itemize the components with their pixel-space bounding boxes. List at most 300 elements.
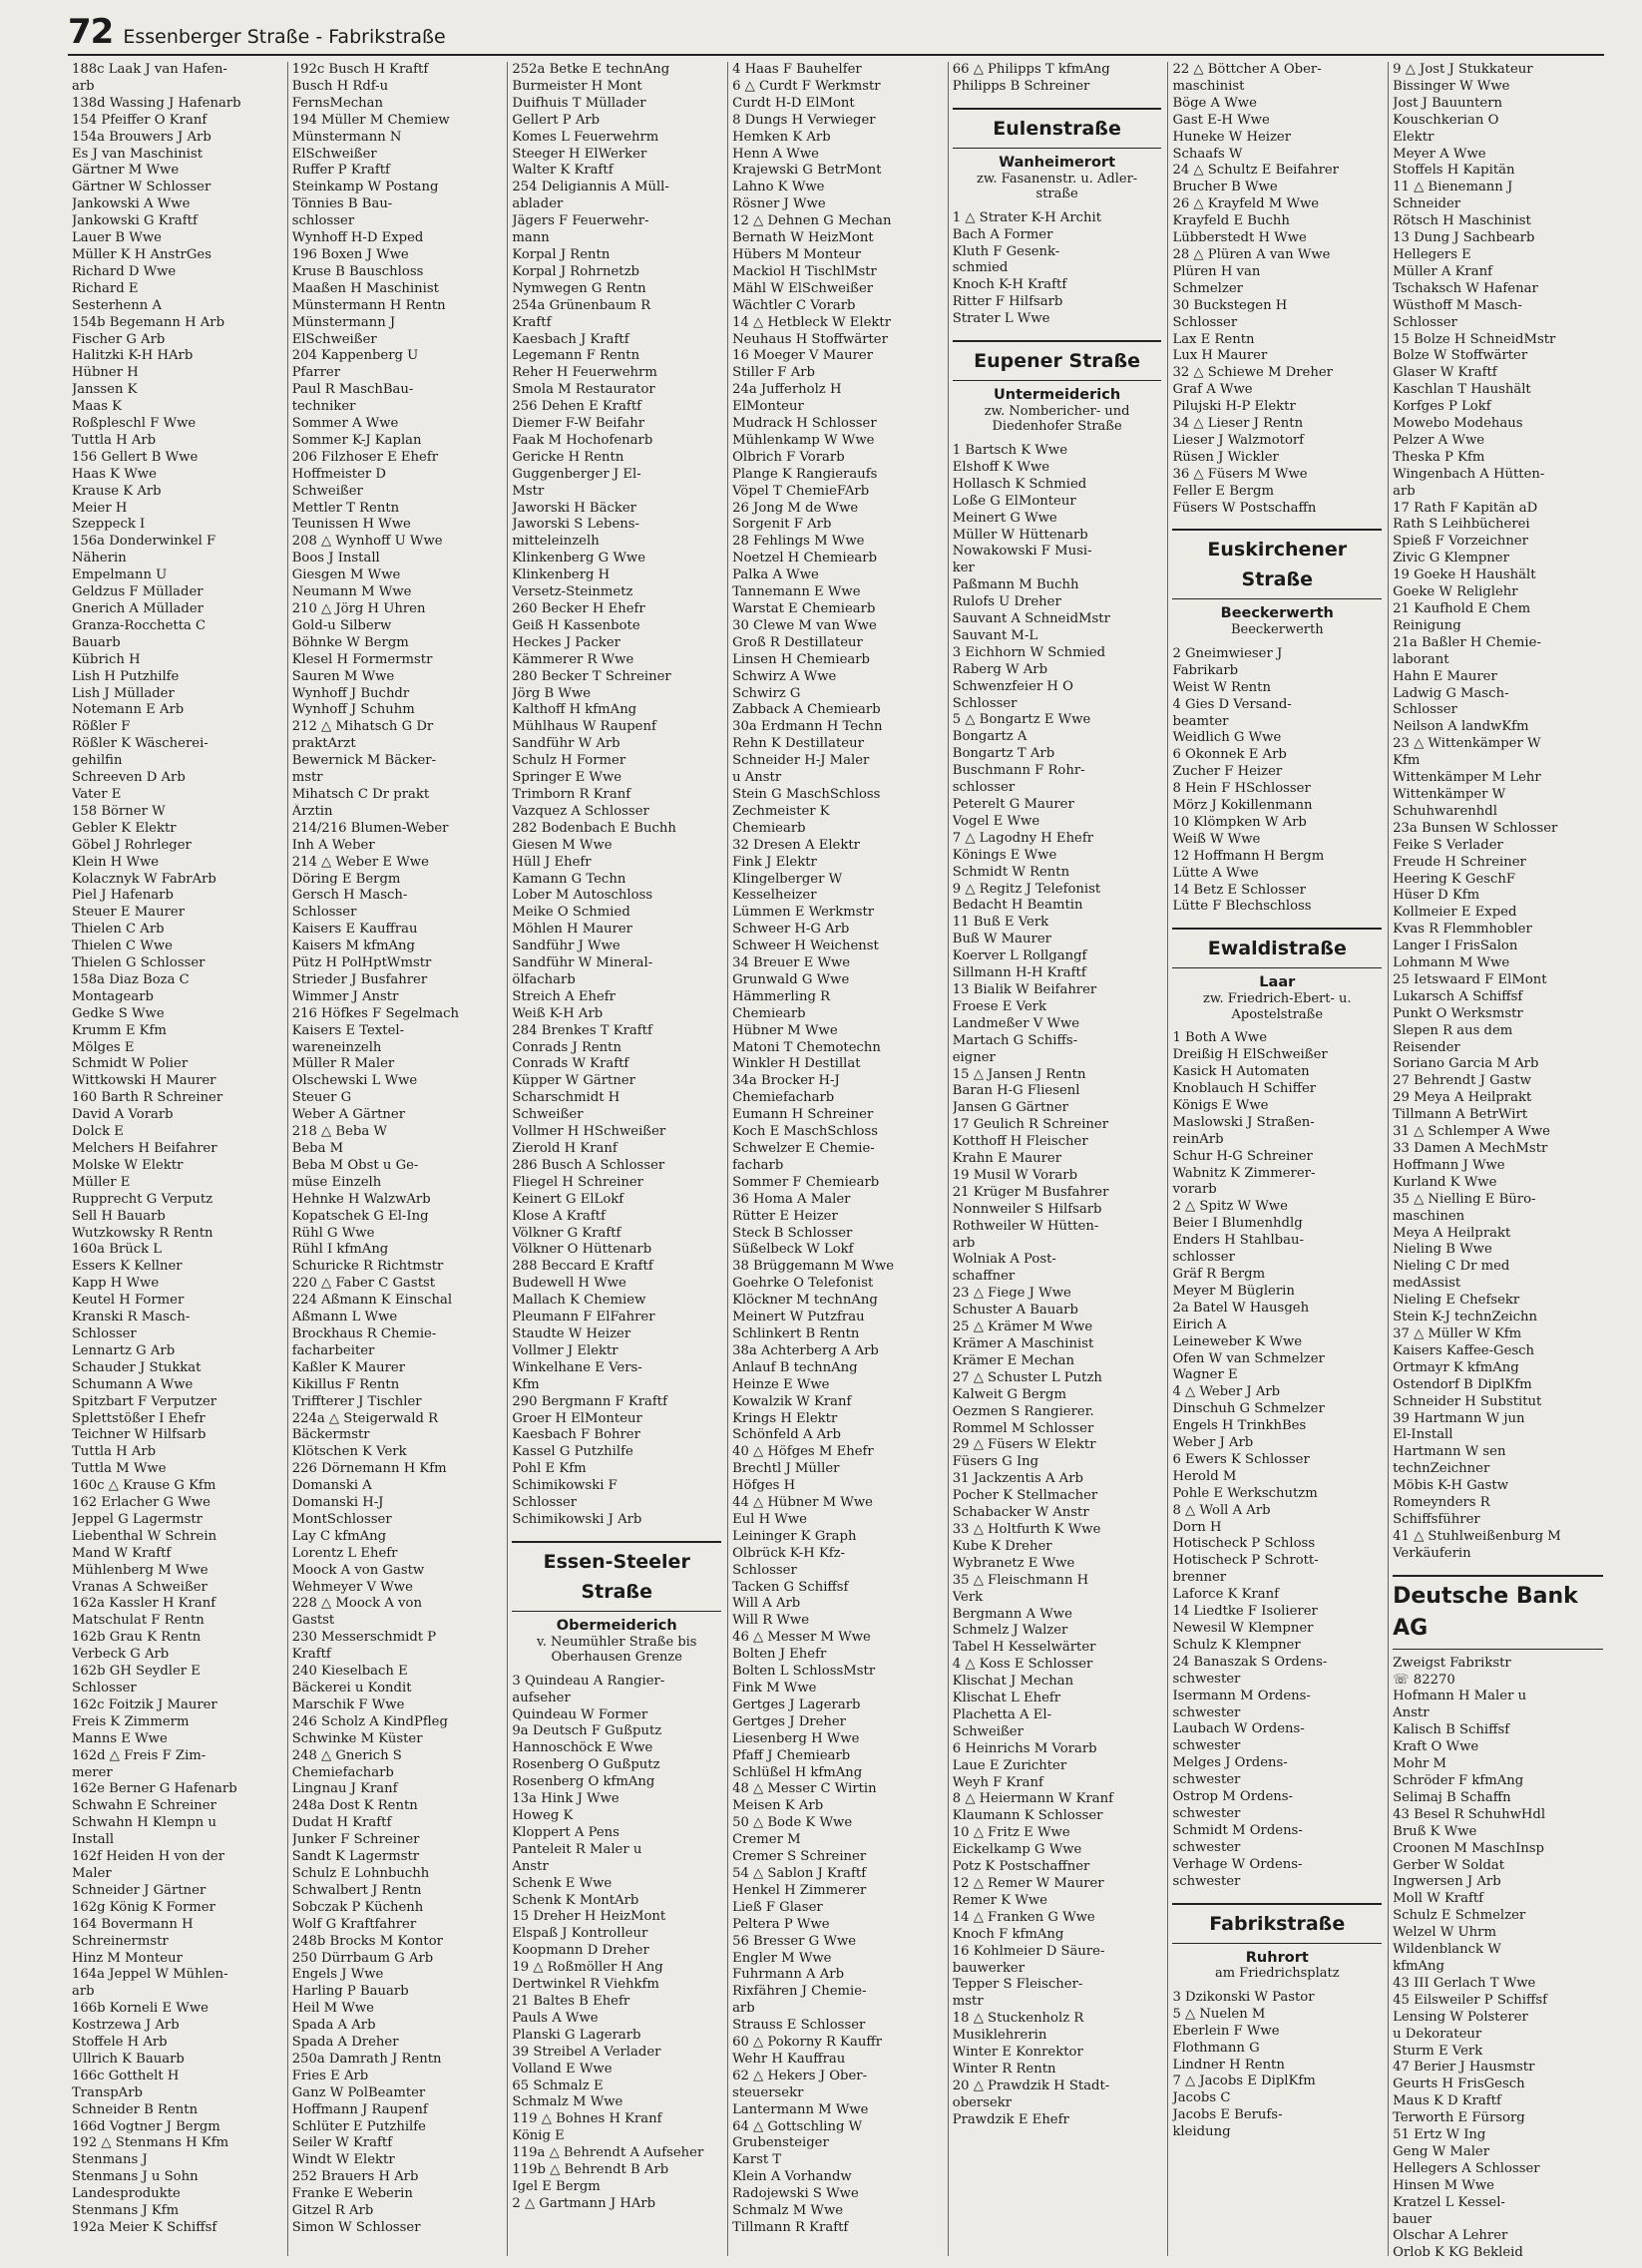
directory-entry: Warstat E Chemiearb xyxy=(732,601,876,616)
street-heading: Eupener Straße xyxy=(953,340,1162,381)
directory-entry: Verk xyxy=(952,1589,984,1605)
directory-entry: Will R Wwe xyxy=(732,1613,809,1629)
directory-entry: Legemann F Rentn xyxy=(512,348,640,364)
directory-entry: Paul R MaschBau- xyxy=(291,382,414,398)
directory-entry: Zabback A Chemiearb xyxy=(732,702,881,718)
directory-entry: Jaworski S Lebens- xyxy=(512,517,639,533)
directory-entry: Wynhoff J Buchdr xyxy=(291,685,410,701)
directory-entry: 38a Achterberg A Arb xyxy=(732,1342,879,1358)
directory-entry: 254a Grünenbaum R xyxy=(512,297,651,313)
directory-entry: 21 Baltes B Ehefr xyxy=(512,1993,630,2009)
directory-entry: Hannoschöck E Wwe xyxy=(512,1740,653,1756)
directory-entry: Schimikowski J Arb xyxy=(512,1511,642,1527)
directory-entry: Winter R Rentn xyxy=(952,2061,1056,2077)
directory-entry: Romeynders R xyxy=(1393,1495,1490,1511)
directory-entry: Völkner G Kraftf xyxy=(512,1225,621,1241)
directory-entry: 30 Buckstegen H xyxy=(1172,297,1288,313)
directory-entry: eigner xyxy=(952,1049,996,1065)
directory-entry: TranspArb xyxy=(72,2084,143,2100)
directory-entry: 2 △ Gartmann J HArb xyxy=(512,2195,656,2211)
directory-entry: Hoffmeister D xyxy=(291,466,386,482)
directory-entry: Neuhaus H Stoffwärter xyxy=(732,331,888,347)
directory-entry: Fischer G Arb xyxy=(72,331,166,347)
directory-entry: 164a Jeppel W Mühlen- xyxy=(72,1967,228,1983)
directory-entry: 119 △ Bohnes H Kranf xyxy=(512,2111,662,2127)
directory-entry: Spieß F Vorzeichner xyxy=(1393,534,1528,550)
directory-entry: 260 Becker H Ehefr xyxy=(512,601,645,616)
directory-column xyxy=(728,62,949,2256)
directory-entry: Fabrikarb xyxy=(1172,662,1239,678)
directory-entry: Hotischeck P Schloss xyxy=(1172,1536,1316,1552)
directory-entry: Stein K-J technZeichn xyxy=(1393,1310,1538,1325)
directory-entry: 162c Foitzik J Maurer xyxy=(72,1697,217,1712)
directory-entry: Rößler F xyxy=(72,719,131,735)
directory-entry: Remer K Wwe xyxy=(952,1892,1047,1908)
directory-entry: Hofmann H Maler u xyxy=(1393,1689,1527,1704)
directory-entry: 280 Becker T Schreiner xyxy=(512,668,671,684)
directory-entry: Schulz H Former xyxy=(512,753,626,769)
directory-entry: Gerber W Soldat xyxy=(1393,1857,1505,1873)
directory-entry: Rupprecht G Verputz xyxy=(72,1191,213,1207)
directory-entry: Kurland K Wwe xyxy=(1393,1174,1497,1190)
directory-entry: Linsen H Chemiearb xyxy=(732,651,871,667)
directory-entry: Igel E Bergm xyxy=(512,2178,601,2194)
directory-entry: Hämmerling R xyxy=(732,988,831,1004)
directory-entry: 286 Busch A Schlosser xyxy=(512,1157,665,1173)
directory-entry: Mühlenkamp W Wwe xyxy=(732,432,875,448)
directory-entry: Pfarrer xyxy=(291,365,341,381)
directory-entry: Müller K H AnstrGes xyxy=(72,246,211,262)
street-heading: Euskirchener Straße xyxy=(1172,529,1382,599)
directory-entry: Henn A Wwe xyxy=(732,146,819,162)
directory-entry: Schlosser xyxy=(72,1681,137,1696)
directory-entry: Schulz E Schmelzer xyxy=(1393,1908,1526,1924)
directory-entry: Stein G MaschSchloss xyxy=(732,786,881,802)
directory-entry: müse Einzelh xyxy=(291,1174,382,1190)
directory-entry: Weidlich G Wwe xyxy=(1172,730,1282,746)
directory-entry: 47 Berier J Hausmstr xyxy=(1393,2060,1535,2076)
directory-entry: Winter E Konrektor xyxy=(952,2045,1083,2061)
directory-entry: Kaßler K Maurer xyxy=(291,1359,406,1375)
directory-entry: Tacken G Schiffsf xyxy=(732,1579,849,1595)
directory-entry: Eberlein F Wwe xyxy=(1172,2023,1280,2039)
directory-entry: Inh A Weber xyxy=(291,837,375,853)
directory-column xyxy=(1389,62,1609,2256)
directory-entry: Hüll J Ehefr xyxy=(512,854,592,870)
directory-entry: Olschar A Lehrer xyxy=(1393,2228,1508,2244)
directory-entry: Wagner E xyxy=(1172,1367,1238,1383)
directory-entry: reinArb xyxy=(1172,1131,1224,1147)
directory-entry: 34 △ Lieser J Rentn xyxy=(1172,416,1304,432)
directory-entry: 248a Dost K Rentn xyxy=(291,1798,418,1814)
directory-entry: Kruse B Bauschloss xyxy=(291,263,424,279)
directory-entry: Keinert G ElLokf xyxy=(512,1191,624,1207)
directory-entry: Ließ F Glaser xyxy=(732,1899,823,1915)
directory-entry: Moll W Kraftf xyxy=(1393,1891,1484,1907)
directory-entry: ElSchweißer xyxy=(291,146,377,162)
directory-entry: Kraftf xyxy=(512,314,552,330)
directory-entry: Gnerich A Müllader xyxy=(72,601,204,616)
directory-entry: Heckes J Packer xyxy=(512,634,620,650)
directory-entry: Teichner W Hilfsarb xyxy=(72,1427,206,1443)
directory-entry: Krämer A Maschinist xyxy=(952,1336,1094,1351)
directory-entry: Schwirz A Wwe xyxy=(732,668,837,684)
directory-entry: 160c △ Krause G Kfm xyxy=(72,1478,216,1494)
directory-entry: 248b Brocks M Kontor xyxy=(291,1933,443,1949)
directory-entry: Kalweit G Bergm xyxy=(952,1386,1066,1402)
directory-entry: praktArzt xyxy=(291,736,356,752)
directory-entry: FernsMechan xyxy=(291,95,384,111)
directory-entry: 26 △ Krayfeld M Wwe xyxy=(1172,196,1320,212)
directory-entry: Fries E Arb xyxy=(291,2068,369,2083)
directory-entry: Oezmen S Rangierer. xyxy=(952,1403,1094,1419)
directory-entry: 162a Kassler H Kranf xyxy=(72,1596,216,1612)
street-heading: Essen-Steeler Straße xyxy=(512,1541,721,1612)
directory-entry: schwester xyxy=(1172,1671,1241,1687)
directory-entry: 228 △ Moock A von xyxy=(291,1596,422,1612)
directory-entry: 158 Börner W xyxy=(72,803,166,819)
directory-entry: Neilson A landwKfm xyxy=(1393,719,1529,735)
directory-entry: merer xyxy=(72,1764,113,1780)
directory-entry: Lennartz G Arb xyxy=(72,1342,176,1358)
directory-entry: Münstermann J xyxy=(291,314,396,330)
street-range-note: Oberhausen Grenze xyxy=(551,1650,682,1666)
directory-entry: 5 △ Bongartz E Wwe xyxy=(952,712,1091,728)
directory-entry: Brockhaus R Chemie- xyxy=(291,1325,437,1341)
directory-entry: vorarb xyxy=(1172,1182,1217,1198)
directory-entry: Ullrich K Bauarb xyxy=(72,2051,185,2067)
directory-entry: Plachetta A El- xyxy=(952,1706,1052,1722)
directory-entry: Kvas R Flemmhobler xyxy=(1393,922,1532,938)
directory-entry: Elspaß J Kontrolleur xyxy=(512,1926,648,1942)
directory-entry: Ladwig G Masch- xyxy=(1393,685,1509,701)
directory-entry: 154 Pfeiffer O Kranf xyxy=(72,112,207,128)
directory-entry: Lohmann M Wwe xyxy=(1393,955,1510,971)
directory-entry: Klein A Vorhandw xyxy=(732,2169,852,2185)
directory-entry: Schlosser xyxy=(1172,314,1238,330)
directory-entry: Steck B Schlosser xyxy=(732,1225,853,1241)
directory-entry: Trimborn R Kranf xyxy=(512,786,631,802)
directory-entry: Göbel J Rohrleger xyxy=(72,837,192,853)
directory-entry: Laforce K Kranf xyxy=(1172,1587,1279,1603)
directory-entry: schwester xyxy=(1172,1738,1241,1754)
directory-entry: Wimmer J Anstr xyxy=(291,988,399,1004)
street-range-note: v. Neumühler Straße bis xyxy=(536,1634,697,1650)
directory-entry: 18 △ Stuckenholz R xyxy=(952,2011,1084,2027)
page-header xyxy=(68,10,1604,56)
directory-entry: 6 △ Curdt F Werkmstr xyxy=(732,78,881,94)
directory-entry: Schwelzer E Chemie- xyxy=(732,1141,875,1156)
directory-entry: 62 △ Hekers J Ober- xyxy=(732,2068,868,2083)
directory-entry: 248 △ Gnerich S xyxy=(291,1747,402,1763)
directory-entry: Peltera P Wwe xyxy=(732,1916,830,1932)
directory-entry: 54 △ Sablon J Kraftf xyxy=(732,1865,867,1881)
directory-entry: arb xyxy=(952,1235,976,1251)
directory-entry: Schneider B Rentn xyxy=(72,2101,199,2117)
directory-entry: Ruffer P Kraftf xyxy=(291,163,390,179)
directory-entry: arb xyxy=(72,78,95,94)
directory-entry: MontSchlosser xyxy=(291,1511,392,1527)
directory-entry: Wybranetz E Wwe xyxy=(952,1555,1075,1571)
directory-entry: Diemer F-W Beifahr xyxy=(512,416,645,432)
directory-entry: Gold-u Silberw xyxy=(291,617,392,633)
directory-entry: Stenmans J u Sohn xyxy=(72,2169,199,2185)
street-heading: Ewaldistraße xyxy=(1172,928,1382,968)
directory-entry: Tönnies B Bau- xyxy=(291,196,393,212)
directory-entry: Theska P Kfm xyxy=(1393,449,1485,465)
directory-entry: Hemken K Arb xyxy=(732,129,831,145)
directory-entry: schwester xyxy=(1172,1873,1241,1889)
directory-entry: Königs E Wwe xyxy=(1172,1097,1269,1113)
directory-entry: Duifhuis T Müllader xyxy=(512,95,646,111)
directory-entry: Schulz K Klempner xyxy=(1172,1637,1301,1653)
directory-entry: Rulofs U Dreher xyxy=(952,594,1061,610)
directory-entry: 158a Diaz Boza C xyxy=(72,971,190,987)
directory-entry: Versetz-Steinmetz xyxy=(512,584,633,600)
directory-entry: Potz K Postschaffner xyxy=(952,1859,1090,1875)
directory-entry: Stenmans J Kfm xyxy=(72,2203,180,2219)
directory-entry: 192 △ Stenmans H Kfm xyxy=(72,2135,229,2151)
directory-entry: 23a Bunsen W Schlosser xyxy=(1393,820,1558,836)
directory-entry: Schenk E Wwe xyxy=(512,1875,613,1891)
directory-entry: Landmeßer V Wwe xyxy=(952,1015,1080,1031)
directory-entry: 156 Gellert B Wwe xyxy=(72,449,199,465)
directory-entry: Mihatsch C Dr prakt xyxy=(291,786,430,802)
directory-entry: Schneider xyxy=(1393,196,1461,212)
directory-entry: Böhnke W Bergm xyxy=(291,634,409,650)
directory-entry: Landesprodukte xyxy=(72,2186,181,2202)
directory-entry: Graf A Wwe xyxy=(1172,382,1253,398)
directory-entry: Pohle E Werkschutzm xyxy=(1172,1485,1318,1501)
directory-entry: Bongartz T Arb xyxy=(952,746,1055,762)
directory-entry: 36 Homa A Maler xyxy=(732,1191,851,1207)
directory-entry: 66 △ Philipps T kfmAng xyxy=(952,62,1110,77)
directory-entry: 15 Dreher H HeizMont xyxy=(512,1909,666,1925)
directory-entry: Hellegers A Schlosser xyxy=(1393,2160,1540,2176)
directory-entry: Kotthoff H Fleischer xyxy=(952,1134,1088,1150)
district-name: Laar xyxy=(1259,974,1296,991)
directory-entry: 45 Eilsweiler P Schiffsf xyxy=(1393,1992,1547,2008)
directory-entry: 12 Hoffmann H Bergm xyxy=(1172,848,1325,864)
directory-entry: Eirich A xyxy=(1172,1317,1227,1332)
directory-entry: 160 Barth R Schreiner xyxy=(72,1090,223,1106)
directory-entry: Bolten J Ehefr xyxy=(732,1647,827,1663)
directory-entry: 33 Damen A MechMstr xyxy=(1393,1141,1548,1156)
directory-entry: obersekr xyxy=(952,2094,1013,2110)
directory-entry: 119a △ Behrendt A Aufseher xyxy=(512,2145,704,2161)
directory-entry: Schuricke R Richtmstr xyxy=(291,1259,444,1275)
directory-entry: 4 Gies D Versand- xyxy=(1172,696,1292,712)
directory-entry: Pocher K Stellmacher xyxy=(952,1488,1098,1504)
directory-entry: facharb xyxy=(732,1157,784,1173)
directory-entry: 44 △ Hübner M Wwe xyxy=(732,1495,873,1511)
directory-entry: Liebenthal W Schrein xyxy=(72,1528,217,1544)
directory-entry: Chemiefacharb xyxy=(732,1090,835,1106)
directory-entry: Palka A Wwe xyxy=(732,567,819,583)
directory-entry: Spada A Arb xyxy=(291,2018,376,2034)
directory-entry: Spitzbart F Verputzer xyxy=(72,1393,217,1409)
directory-entry: Bauarb xyxy=(72,634,121,650)
street-heading: Eulenstraße xyxy=(953,108,1162,149)
directory-entry: Kaisers Kaffee-Gesch xyxy=(1393,1342,1535,1358)
directory-entry: Pelzer A Wwe xyxy=(1393,432,1485,448)
directory-entry: Nowakowski F Musi- xyxy=(952,544,1092,560)
directory-entry: Plange K Rangieraufs xyxy=(732,466,878,482)
directory-entry: Kranski R Masch- xyxy=(72,1310,191,1325)
directory-entry: Gärtner W Schlosser xyxy=(72,180,211,195)
directory-entry: Selimaj B Schaffn xyxy=(1393,1789,1511,1805)
directory-entry: Ärztin xyxy=(291,803,333,819)
directory-entry: 162f Heiden H von der xyxy=(72,1849,225,1865)
directory-entry: Bruß K Wwe xyxy=(1393,1823,1477,1839)
directory-entry: Süßelbeck W Lokf xyxy=(732,1242,854,1258)
directory-entry: Lux H Maurer xyxy=(1172,348,1268,364)
directory-entry: Stenmans J xyxy=(72,2152,148,2168)
directory-entry: Hotischeck P Schrott- xyxy=(1172,1553,1319,1569)
directory-entry: Slepen R aus dem xyxy=(1393,1022,1513,1038)
directory-entry: schlosser xyxy=(291,213,355,229)
directory-entry: 6 Heinrichs M Vorarb xyxy=(952,1740,1097,1756)
directory-entry: Triffterer J Tischler xyxy=(291,1393,422,1409)
directory-entry: Conrads W Kraftf xyxy=(512,1056,629,1072)
directory-entry: Dreißig H ElSchweißer xyxy=(1172,1047,1328,1063)
directory-entry: David A Vorarb xyxy=(72,1107,174,1123)
directory-entry: 41 △ Stuhlweißenburg M xyxy=(1393,1528,1561,1544)
directory-entry: 4 △ Weber J Arb xyxy=(1172,1384,1281,1400)
directory-entry: Lantermann M Wwe xyxy=(732,2101,869,2117)
directory-entry: Vollmer J Elektr xyxy=(512,1342,618,1358)
directory-entry: Notemann E Arb xyxy=(72,702,185,718)
directory-entry: Jörg B Wwe xyxy=(512,685,592,701)
directory-entry: Freis K Zimmerm xyxy=(72,1713,190,1729)
directory-entry: Schabacker W Anstr xyxy=(952,1505,1089,1521)
directory-entry: ☏ 82270 xyxy=(1393,1672,1455,1688)
directory-column xyxy=(508,62,728,2256)
street-range-note: zw. Fasanenstr. u. Adler- xyxy=(976,171,1138,187)
directory-entry: Koerver L Rollgangf xyxy=(952,948,1087,964)
directory-entry: 162 Erlacher G Wwe xyxy=(72,1495,210,1511)
directory-entry: 50 △ Bode K Wwe xyxy=(732,1815,853,1831)
directory-entry: Schlüter E Putzhilfe xyxy=(291,2118,426,2134)
directory-entry: Sandführ W Mineral- xyxy=(512,955,653,971)
directory-entry: Wehr H Kauffrau xyxy=(732,2051,846,2067)
directory-entry: Weiß K-H Arb xyxy=(512,1005,604,1021)
district-name: Beeckerwerth xyxy=(1220,605,1334,622)
directory-entry: Zweigst Fabrikstr xyxy=(1393,1655,1511,1671)
directory-entry: Zechmeister K xyxy=(732,803,830,819)
directory-entry: technZeichner xyxy=(1393,1461,1490,1477)
directory-entry: Glaser W Kraftf xyxy=(1393,365,1497,381)
directory-entry: 206 Filzhoser E Ehefr xyxy=(291,449,439,465)
directory-entry: Cremer M xyxy=(732,1832,801,1848)
directory-entry: Brechtl J Müller xyxy=(732,1461,840,1477)
directory-entry: 6 Okonnek E Arb xyxy=(1172,747,1287,763)
directory-entry: Kraftf xyxy=(291,1647,331,1663)
directory-entry: Kesselheizer xyxy=(732,888,817,904)
directory-entry: Steuer E Maurer xyxy=(72,905,186,921)
directory-entry: Bolten L SchlossMstr xyxy=(732,1664,876,1680)
street-range-note: zw. Nombericher- und xyxy=(984,403,1130,419)
directory-entry: Olbrich F Vorarb xyxy=(732,449,845,465)
directory-entry: Ritter F Hilfsarb xyxy=(952,294,1063,310)
directory-entry: schwester xyxy=(1172,1839,1241,1855)
directory-entry: Lorentz L Ehefr xyxy=(291,1545,398,1561)
directory-entry: Kikillus F Rentn xyxy=(291,1376,400,1392)
directory-entry: Kalisch B Schiffsf xyxy=(1393,1722,1510,1738)
directory-entry: 230 Messerschmidt P xyxy=(291,1630,437,1646)
directory-entry: Rath S Leihbücherei xyxy=(1393,517,1530,533)
directory-entry: Koch E MaschSchloss xyxy=(732,1124,879,1140)
directory-column xyxy=(288,62,509,2256)
directory-entry: Jost J Bauuntern xyxy=(1393,95,1503,111)
directory-entry: Sommer F Chemiearb xyxy=(732,1174,880,1190)
directory-entry: Schauder J Stukkat xyxy=(72,1359,202,1375)
directory-entry: Stiller F Arb xyxy=(732,365,815,381)
directory-entry: ElMonteur xyxy=(732,399,804,415)
directory-entry: Mähl W ElSchweißer xyxy=(732,280,874,296)
directory-entry: Rütter E Heizer xyxy=(732,1208,838,1224)
directory-entry: Fliegel H Schreiner xyxy=(512,1174,643,1190)
directory-entry: Goeke W Religlehr xyxy=(1393,584,1518,600)
directory-entry: 290 Bergmann F Kraftf xyxy=(512,1393,667,1409)
directory-entry: Schimikowski F xyxy=(512,1478,617,1494)
directory-entry: 196 Boxen J Wwe xyxy=(291,246,409,262)
directory-entry: 34 Breuer E Wwe xyxy=(732,955,851,971)
directory-entry: Feike S Verlader xyxy=(1393,837,1503,853)
directory-entry: Mohr M xyxy=(1393,1756,1447,1772)
directory-entry: 162b GH Seydler E xyxy=(72,1664,201,1680)
directory-entry: Richard D Wwe xyxy=(72,263,177,279)
directory-entry: Eickelkamp G Wwe xyxy=(952,1842,1082,1858)
directory-entry: Piel J Hafenarb xyxy=(72,888,174,904)
advertiser-heading: Deutsche Bank AG xyxy=(1393,1575,1603,1650)
directory-entry: Bedacht H Beamtin xyxy=(952,898,1083,914)
directory-entry: Sesterhenn A xyxy=(72,297,163,313)
directory-entry: Knoblauch H Schiffer xyxy=(1172,1081,1317,1096)
directory-entry: ElSchweißer xyxy=(291,331,377,347)
directory-entry: Klein H Wwe xyxy=(72,854,160,870)
directory-entry: laborant xyxy=(1393,651,1449,667)
directory-entry: Bewernick M Bäcker- xyxy=(291,753,437,769)
directory-entry: Schwalbert J Rentn xyxy=(291,1882,422,1898)
directory-entry: Sobczak P Küchenh xyxy=(291,1899,424,1915)
directory-entry: Jaworski H Bäcker xyxy=(512,500,636,516)
directory-entry: 30 Clewe M van Wwe xyxy=(732,617,877,633)
directory-entry: 138d Wassing J Hafenarb xyxy=(72,95,241,111)
district-name: Untermeiderich xyxy=(994,387,1121,404)
directory-entry: 25 △ Krämer M Wwe xyxy=(952,1320,1093,1335)
directory-entry: Es J van Maschinist xyxy=(72,146,204,162)
directory-entry: Tillmann A BetrWirt xyxy=(1393,1107,1528,1123)
directory-entry: schlosser xyxy=(952,780,1016,796)
directory-entry: Jeppel G Lagermstr xyxy=(72,1511,203,1527)
directory-entry: Steeger H ElWerker xyxy=(512,146,647,162)
directory-entry: 31 △ Schlemper A Wwe xyxy=(1393,1124,1550,1140)
directory-entry: schwester xyxy=(1172,1805,1241,1821)
directory-entry: Busch H Rdf-u xyxy=(291,78,389,94)
directory-entry: 12 △ Remer W Maurer xyxy=(952,1876,1104,1891)
directory-entry: Engels J Wwe xyxy=(291,1967,384,1983)
directory-entry: Schenk K MontArb xyxy=(512,1892,639,1908)
directory-entry: Giesgen M Wwe xyxy=(291,567,401,583)
directory-entry: Rixfähren J Chemie- xyxy=(732,1984,867,2000)
directory-entry: Schweer H-G Arb xyxy=(732,922,850,938)
directory-entry: ablader xyxy=(512,196,564,212)
directory-entry: Volland E Wwe xyxy=(512,2061,613,2077)
directory-entry: Zucher F Heizer xyxy=(1172,764,1283,780)
directory-entry: 250a Damrath J Rentn xyxy=(291,2051,442,2067)
directory-entry: Burmeister H Mont xyxy=(512,78,642,94)
